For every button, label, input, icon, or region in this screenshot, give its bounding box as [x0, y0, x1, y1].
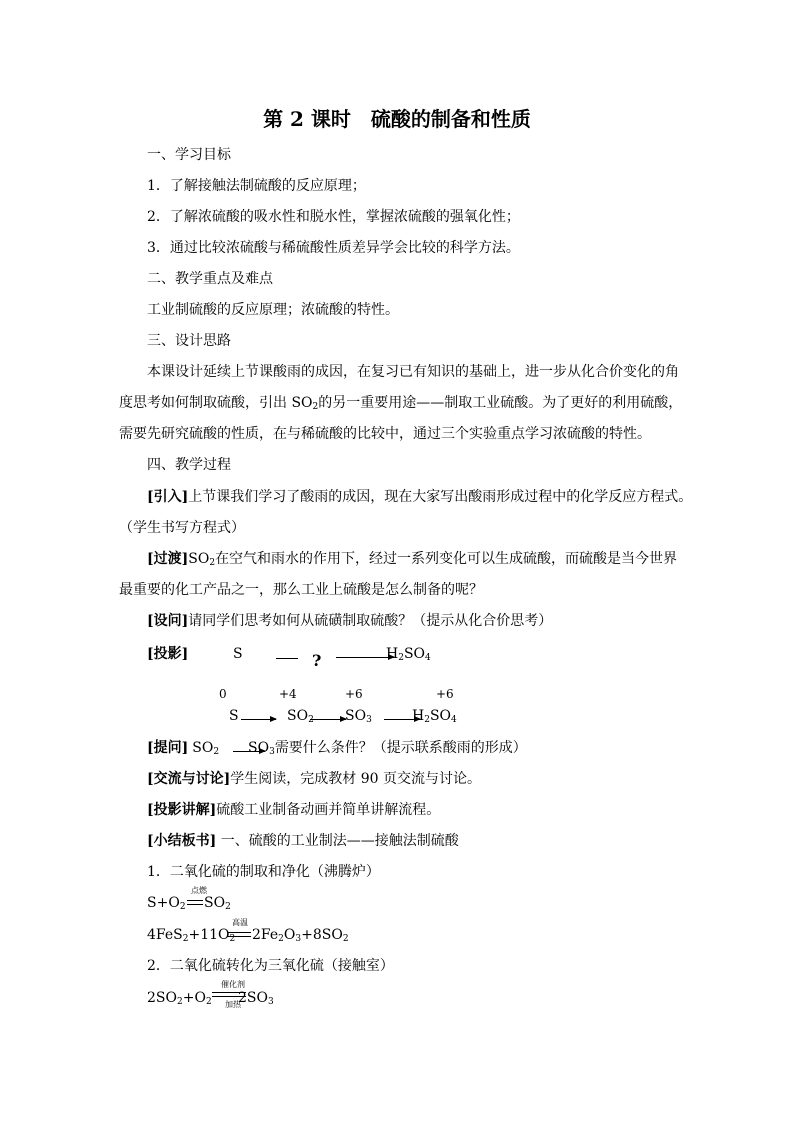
scheme-question-mark: ? [312, 651, 322, 670]
valence-label: +6 [345, 687, 363, 701]
ask-line: [提问] $SO_2$ [147, 740, 220, 757]
question-tag: [设问] [147, 613, 189, 629]
design-paragraph-line: 本课设计延续上节课酸雨的成因，在复习已有知识的基础上，进一步从化合价变化的角 [147, 364, 679, 380]
equation-2-left: $4FeS_2+11O_2$ [147, 927, 236, 944]
projection-explain-line: [投影讲解]硫酸工业制备动画并简单讲解流程。 [147, 802, 441, 818]
chain-arrow [241, 719, 276, 720]
question-line: [设问]请同学们思考如何从硫磺制取硫酸？（提示从化合价思考） [147, 613, 553, 629]
equation-1-condition: 点燃 [191, 886, 207, 895]
discussion-tag: [交流与讨论] [147, 771, 231, 787]
equation-1-right: $SO_2$ [204, 895, 231, 912]
design-paragraph-line: 需要先研究硫酸的性质，在与稀硫酸的比较中，通过三个实验重点学习浓硫酸的特性。 [119, 426, 651, 442]
intro-tag: [引入] [147, 489, 189, 505]
equation-3-right: $2SO_3$ [238, 990, 274, 1007]
transition-tag: [过渡] [147, 551, 189, 567]
equation-2-condition: 高温 [232, 918, 248, 927]
page-title: 第 2 课时 硫酸的制备和性质 [263, 107, 531, 131]
design-paragraph-line: 度思考如何制取硫酸，引出 $SO_2$的另一重要用途——制取工业硫酸。为了更好的利用硫酸， [119, 395, 683, 412]
equation-3-condition-bottom: 加热 [225, 1000, 241, 1009]
objective-item: 3．通过比较浓硫酸与稀硫酸性质差异学会比较的科学方法。 [147, 240, 520, 256]
valence-label: +4 [279, 687, 297, 701]
chain-so3: $SO_3$ [345, 708, 372, 725]
intro-note: （学生书写方程式） [119, 520, 245, 536]
section-heading-design: 三、设计思路 [147, 333, 231, 349]
ask-tag: [提问] [147, 740, 189, 756]
valence-label: 0 [219, 687, 227, 701]
projection-explain-tag: [投影讲解] [147, 802, 217, 818]
equation-2-equals [227, 932, 251, 937]
section-heading-key-points: 二、教学重点及难点 [147, 271, 273, 287]
objective-item: 2．了解浓硫酸的吸水性和脱水性，掌握浓硫酸的强氧化性； [147, 209, 520, 225]
equation-3-left: $2SO_2+O_2$ [147, 990, 212, 1007]
section-heading-objectives: 一、学习目标 [147, 147, 231, 163]
objective-item: 1．了解接触法制硫酸的反应原理； [147, 178, 366, 194]
chain-sulfuric-acid: $H_2SO_4$ [412, 708, 457, 725]
equation-2-right: $2Fe_2O_3+8SO_2$ [252, 927, 349, 944]
summary-line: [小结板书] 一、硫酸的工业制法——接触法制硫酸 [147, 833, 459, 849]
equation-1-left: $S+O_2$ [147, 895, 186, 912]
equation-3-condition-top: 催化剂 [221, 980, 245, 989]
intro-line: [引入]上节课我们学习了酸雨的成因，现在大家写出酸雨形成过程中的化学反应方程式。 [147, 489, 693, 505]
scheme-dash [276, 658, 298, 659]
chain-arrow [310, 719, 346, 720]
transition-line: [过渡]$SO_2$在空气和雨水的作用下，经过一系列变化可以生成硫酸，而硫酸是当今世界 [147, 551, 678, 568]
ask-line-rest: $SO_3$需要什么条件？（提示联系酸雨的形成） [248, 740, 527, 757]
key-points-text: 工业制硫酸的反应原理；浓硫酸的特性。 [147, 302, 399, 318]
scheme-sulfuric-acid: $H_2SO_4$ [386, 646, 431, 663]
step-2: 2．二氧化硫转化为三氧化硫（接触室） [147, 958, 394, 974]
valence-label: +6 [436, 687, 454, 701]
step-1: 1．二氧化硫的制取和净化（沸腾炉） [147, 864, 380, 880]
equation-1-equals [187, 900, 203, 905]
transition-line-2: 最重要的化工产品之一，那么工业上硫酸是怎么制备的呢？ [119, 582, 483, 598]
chain-sulfur: S [229, 708, 239, 724]
section-heading-process: 四、教学过程 [147, 457, 231, 473]
discussion-line: [交流与讨论]学生阅读，完成教材 90 页交流与讨论。 [147, 771, 481, 787]
chain-so2: $SO_2$ [287, 708, 314, 725]
summary-tag: [小结板书] [147, 833, 217, 849]
projection-tag: [投影] [147, 646, 189, 662]
scheme-sulfur: S [233, 646, 243, 662]
